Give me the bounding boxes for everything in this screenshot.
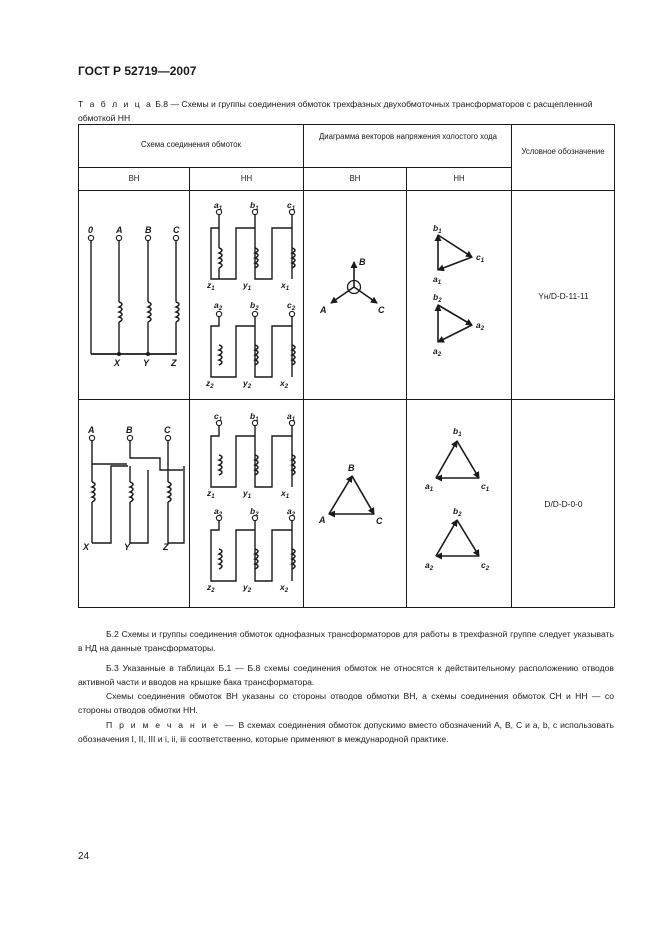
svg-text:Y: Y bbox=[124, 542, 131, 552]
caption-text: Б.8 — Схемы и группы соединения обмоток трехфазных двухобмоточных трансформаторов с расщепленной обмоткой НН bbox=[78, 99, 593, 123]
designation-row1: Yн/D-D-11-11 bbox=[538, 291, 589, 301]
sub-header-vn-scheme: ВН bbox=[128, 174, 140, 183]
svg-text:x1: $x_1$ bbox=[281, 280, 290, 292]
svg-text:C: C bbox=[378, 305, 385, 315]
label-C: C bbox=[173, 225, 180, 235]
svg-text:a2: $a_2$ bbox=[214, 506, 223, 518]
svg-text:c1: $c_1$ bbox=[287, 200, 296, 212]
label-Y: Y bbox=[143, 358, 150, 368]
svg-text:c2: $c_2$ bbox=[481, 560, 490, 572]
svg-text:Z: Z bbox=[163, 542, 169, 552]
label-neutral: 0 bbox=[88, 225, 94, 235]
lv-delta-scheme-row2 bbox=[211, 425, 295, 581]
page-number: 24 bbox=[78, 851, 90, 862]
svg-text:A: A bbox=[319, 515, 326, 525]
svg-text:c1: $c_1$ bbox=[481, 481, 490, 493]
label-Z: Z bbox=[171, 358, 177, 368]
hv-delta-scheme bbox=[92, 440, 184, 543]
hv-star-scheme bbox=[91, 240, 179, 354]
svg-text:b2: $b_2$ bbox=[453, 506, 462, 518]
svg-text:a1: $a_1$ bbox=[287, 411, 296, 423]
svg-text:b1: $b_1$ bbox=[433, 223, 442, 235]
col-header-designation: Условное обозначение bbox=[521, 147, 605, 156]
svg-text:a1: $a_1$ bbox=[425, 481, 434, 493]
svg-text:a2: $a_2$ bbox=[433, 346, 442, 358]
document-header: ГОСТ Р 52719—2007 bbox=[78, 64, 197, 78]
svg-text:A: A bbox=[320, 305, 327, 315]
svg-text:c1: $c_1$ bbox=[476, 252, 485, 264]
svg-text:b1: $b_1$ bbox=[250, 411, 259, 423]
paragraph-b3: Б.3 Указанные в таблицах Б.1 — Б.8 схемы соединения обмоток не относятся к действительному расположению отводов активной части и вводов на крышке бака трансформатора. bbox=[78, 663, 614, 687]
svg-text:z1: $z_1$ bbox=[207, 280, 215, 292]
note bbox=[78, 718, 614, 746]
sub-header-nn-diagram: НН bbox=[453, 174, 465, 183]
svg-text:c2: $c_2$ bbox=[287, 300, 296, 312]
svg-text:A: A bbox=[88, 425, 95, 435]
svg-text:C: C bbox=[164, 425, 171, 435]
svg-text:b1: $b_1$ bbox=[250, 200, 259, 212]
svg-text:x2: $x_2$ bbox=[280, 378, 289, 390]
svg-text:a1: $a_1$ bbox=[214, 200, 223, 212]
note-text: В схемах соединения обмоток допускимо вместо обозначений A, B, C и a, b, c использовать обозначения I, II, III и i, ii, iii соответственно, которые применяют в международной практике. bbox=[78, 720, 615, 744]
paragraph-b2: Б.2 Схемы и группы соединения обмоток однофазных трансформаторов для работы в трехфазной группе следует указывать в НД на данные трансформаторы. bbox=[78, 629, 614, 653]
lv-vector-triangles-row2 bbox=[436, 441, 479, 556]
label-A: A bbox=[116, 225, 123, 235]
svg-text:X: X bbox=[83, 542, 90, 552]
hv-vector-triangle bbox=[329, 476, 374, 514]
lv-vector-triangles-row1 bbox=[438, 235, 472, 342]
svg-text:z1: $z_1$ bbox=[207, 488, 215, 500]
svg-text:x1: $x_1$ bbox=[281, 488, 290, 500]
col-header-scheme: Схема соединения обмоток bbox=[140, 140, 242, 149]
lv-delta-scheme-row1 bbox=[211, 214, 295, 377]
caption-prefix: Т а б л и ц а bbox=[78, 99, 153, 109]
svg-text:b2: $b_2$ bbox=[250, 300, 259, 312]
paragraph-b3-cont: Схемы соединения обмоток ВН указаны со стороны отводов обмотки ВН, а схемы соединения обмоток СН и НН — со стороны отводов обмотки НН. bbox=[78, 691, 614, 715]
svg-text:B: B bbox=[126, 425, 133, 435]
sub-header-nn-scheme: НН bbox=[240, 174, 253, 183]
svg-text:a1: $a_1$ bbox=[433, 274, 442, 286]
col-header-diagram: Диаграмма векторов напряжения холостого хода bbox=[318, 132, 498, 141]
svg-text:b2: $b_2$ bbox=[250, 506, 259, 518]
sub-header-vn-diagram: ВН bbox=[349, 174, 361, 183]
svg-text:B: B bbox=[359, 257, 366, 267]
svg-text:y1: $y_1$ bbox=[243, 280, 252, 292]
svg-text:b2: $b_2$ bbox=[433, 292, 442, 304]
label-B: B bbox=[145, 225, 152, 235]
svg-text:y2: $y_2$ bbox=[243, 582, 252, 594]
svg-text:y1: $y_1$ bbox=[243, 488, 252, 500]
svg-text:y2: $y_2$ bbox=[243, 378, 252, 390]
svg-text:C: C bbox=[376, 516, 383, 526]
svg-text:c1: $c_1$ bbox=[214, 411, 223, 423]
svg-text:z2: $z_2$ bbox=[206, 378, 214, 390]
svg-text:B: B bbox=[348, 463, 355, 473]
note-prefix: П р и м е ч а н и е — bbox=[106, 720, 236, 730]
designation-row2: D/D-D-0-0 bbox=[544, 499, 583, 509]
hv-vector-star bbox=[331, 262, 377, 303]
svg-text:a2: $a_2$ bbox=[476, 320, 485, 332]
svg-text:b1: $b_1$ bbox=[453, 426, 462, 438]
svg-text:a2: $a_2$ bbox=[425, 560, 434, 572]
svg-text:z2: $z_2$ bbox=[207, 582, 215, 594]
svg-text:x2: $x_2$ bbox=[280, 582, 289, 594]
svg-text:a2: $a_2$ bbox=[287, 506, 296, 518]
svg-text:a2: $a_2$ bbox=[214, 300, 223, 312]
label-X: X bbox=[114, 358, 121, 368]
